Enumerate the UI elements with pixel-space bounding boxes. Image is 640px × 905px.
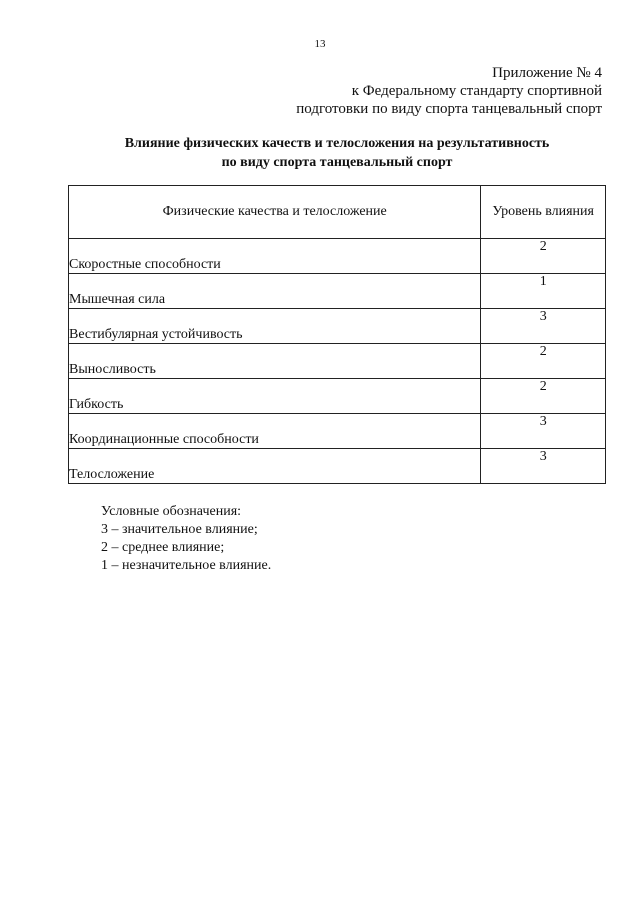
table-row <box>69 379 606 414</box>
quality-cell: Скоростные способности <box>69 239 481 274</box>
document-title-line-1: Влияние физических качеств и телосложения на результативность <box>124 136 550 151</box>
legend <box>101 503 271 575</box>
level-cell: 1 <box>481 274 606 309</box>
document-title <box>0 134 640 172</box>
quality-cell: Выносливость <box>69 344 481 379</box>
level-cell: 3 <box>481 414 606 449</box>
appendix-header <box>296 64 602 118</box>
level-cell: 2 <box>481 379 606 414</box>
legend-item: 2 – среднее влияние; <box>101 540 225 555</box>
table-row <box>69 344 606 379</box>
appendix-line-3: подготовки по виду спорта танцевальный спорт <box>296 101 602 117</box>
header-quality: Физические качества и телосложение <box>69 186 481 239</box>
legend-heading: Условные обозначения: <box>101 504 242 519</box>
appendix-line-1: Приложение № 4 <box>492 65 602 81</box>
header-level: Уровень влияния <box>481 186 606 239</box>
page-number: 13 <box>314 38 326 50</box>
quality-cell: Мышечная сила <box>69 274 481 309</box>
document-title-line-2: по виду спорта танцевальный спорт <box>221 155 453 170</box>
table-header-row <box>69 186 606 239</box>
table-row <box>69 449 606 484</box>
quality-cell: Координационные способности <box>69 414 481 449</box>
level-cell: 2 <box>481 239 606 274</box>
influence-table <box>68 185 606 484</box>
quality-cell: Вестибулярная устойчивость <box>69 309 481 344</box>
quality-cell: Гибкость <box>69 379 481 414</box>
level-cell: 3 <box>481 449 606 484</box>
appendix-line-2: к Федеральному стандарту спортивной <box>351 83 602 99</box>
quality-cell: Телосложение <box>69 449 481 484</box>
level-cell: 3 <box>481 309 606 344</box>
legend-item: 3 – значительное влияние; <box>101 522 258 537</box>
level-cell: 2 <box>481 344 606 379</box>
table-row <box>69 274 606 309</box>
legend-item: 1 – незначительное влияние. <box>101 558 272 573</box>
table-row <box>69 239 606 274</box>
table-row <box>69 414 606 449</box>
table-row <box>69 309 606 344</box>
